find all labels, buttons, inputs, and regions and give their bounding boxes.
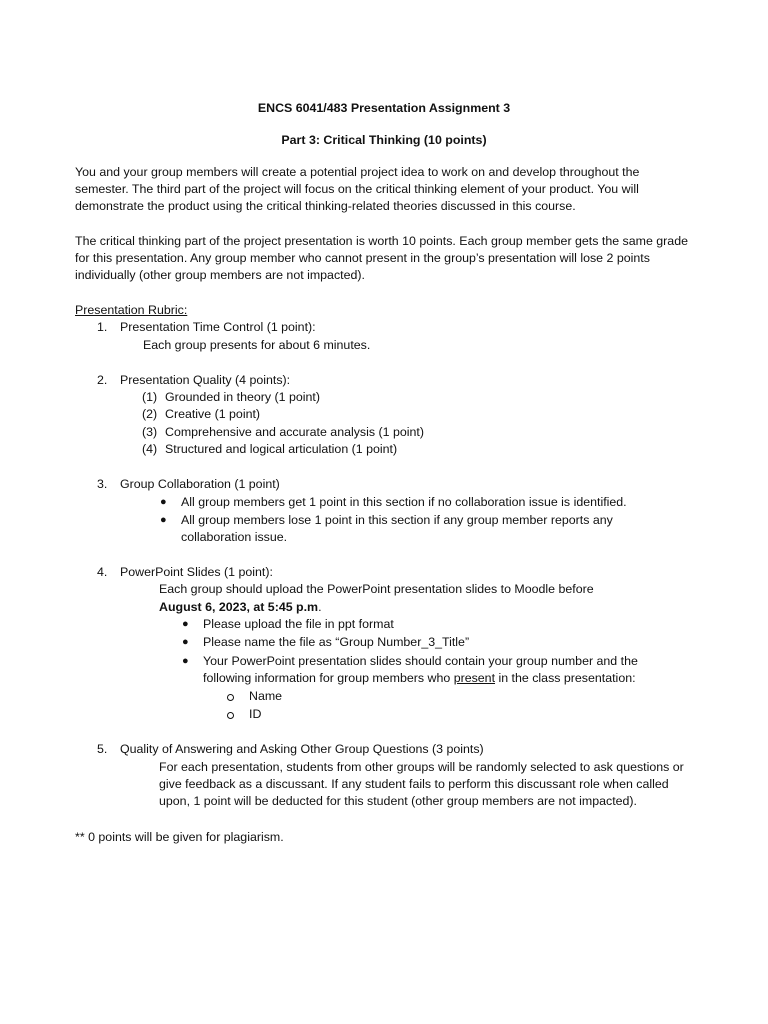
circle-bullet-icon	[227, 694, 234, 701]
item5-number: 5.	[97, 742, 108, 756]
item3-number: 3.	[97, 477, 108, 491]
intro-p1-line3: demonstrate the product using the critical thinking-related theories discussed in this course.	[75, 199, 576, 213]
item4-sub1: Name	[249, 689, 283, 703]
plagiarism-note: ** 0 points will be given for plagiarism.	[75, 830, 284, 844]
bullet-dot: ●	[182, 636, 189, 648]
item4-bullet3-line1: Your PowerPoint presentation slides should contain your group number and the	[203, 654, 638, 668]
item5-detail-line1: For each presentation, students from other groups will be randomly selected to ask questions or	[159, 760, 684, 774]
item3-bullet2-line1: All group members lose 1 point in this section if any group member reports any	[181, 513, 613, 527]
intro-p1-line1: You and your group members will create a potential project idea to work on and develop throughout the	[75, 165, 640, 179]
document-subtitle: Part 3: Critical Thinking (10 points)	[281, 133, 487, 147]
item1-detail: Each group presents for about 6 minutes.	[143, 338, 371, 352]
item4-deadline: August 6, 2023, at 5:45 p.m	[159, 600, 319, 614]
item4-detail: Each group should upload the PowerPoint presentation slides to Moodle before	[159, 582, 594, 596]
item5-detail-line3: upon, 1 point will be deducted for this student (other group members are not impacted).	[159, 794, 637, 808]
intro-p1-line2: semester. The third part of the project will focus on the critical thinking element of your product. You will	[75, 182, 639, 196]
item4-bullet2: Please name the file as “Group Number_3_Title”	[203, 635, 470, 649]
item2-number: 2.	[97, 373, 108, 387]
item5-label: Quality of Answering and Asking Other Group Questions (3 points)	[120, 742, 484, 756]
item1-number: 1.	[97, 320, 108, 334]
item4-sub2: ID	[249, 707, 262, 721]
document-title: ENCS 6041/483 Presentation Assignment 3	[257, 101, 511, 115]
item4-label: PowerPoint Slides (1 point):	[120, 565, 273, 579]
item4-number: 4.	[97, 565, 108, 579]
item4-bullet3-line2	[203, 670, 636, 688]
bullet-dot: ●	[160, 514, 167, 526]
item3-bullet2-line2: collaboration issue.	[181, 530, 288, 544]
item4-bullet1: Please upload the file in ppt format	[203, 617, 394, 631]
item4-deadline-line	[159, 599, 322, 617]
intro-p2-line3: individually (other group members are not impacted).	[75, 268, 365, 282]
intro-p2-line2: for this presentation. Any group member who cannot present in the group’s presentation will lose 2 points	[75, 251, 650, 265]
item2-sub3-text: Comprehensive and accurate analysis (1 point)	[165, 425, 424, 439]
bullet-dot: ●	[160, 496, 167, 508]
item2-label: Presentation Quality (4 points):	[120, 373, 291, 387]
item3-label: Group Collaboration (1 point)	[120, 477, 280, 491]
item2-sub4-number: (4)	[142, 442, 158, 456]
bullet-dot: ●	[182, 618, 189, 630]
item4-deadline-end: .	[318, 600, 322, 614]
bullet-dot: ●	[182, 655, 189, 667]
item1-label: Presentation Time Control (1 point):	[120, 320, 316, 334]
item2-sub2-text: Creative (1 point)	[165, 407, 261, 421]
item4-bullet3-text-b: in the class presentation:	[495, 671, 636, 685]
item5-detail-line2: give feedback as a discussant. If any student fails to perform this discussant role when called	[159, 777, 669, 791]
item2-sub1-text: Grounded in theory (1 point)	[165, 390, 320, 404]
item2-sub2-number: (2)	[142, 407, 158, 421]
rubric-heading: Presentation Rubric:	[75, 303, 188, 317]
item4-bullet3-text-a: following information for group members who	[203, 671, 454, 685]
circle-bullet-icon	[227, 712, 234, 719]
item2-sub3-number: (3)	[142, 425, 158, 439]
item2-sub1-number: (1)	[142, 390, 158, 404]
item3-bullet1: All group members get 1 point in this section if no collaboration issue is identified.	[181, 495, 627, 509]
item4-bullet3-text-underlined: present	[453, 671, 496, 685]
intro-p2-line1: The critical thinking part of the project presentation is worth 10 points. Each group member gets the same grade	[75, 234, 688, 248]
item2-sub4-text: Structured and logical articulation (1 point)	[165, 442, 398, 456]
